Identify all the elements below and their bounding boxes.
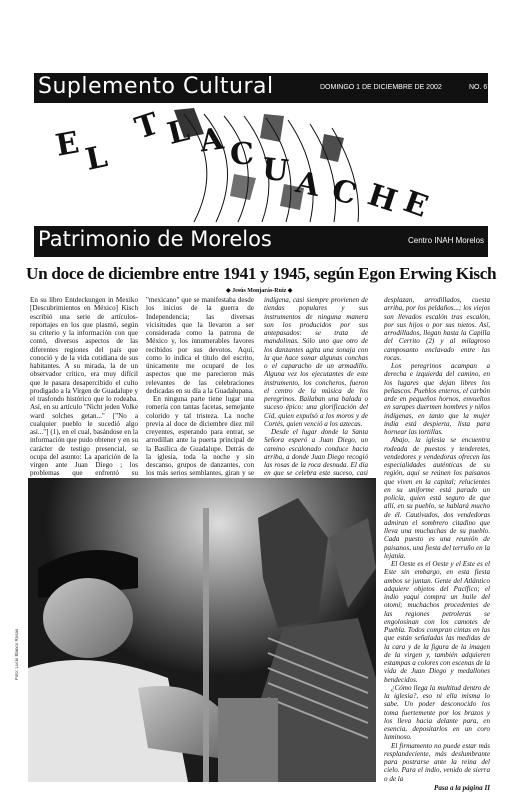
article-column-1 [30, 296, 138, 478]
issue-date: DOMINGO 1 DE DICIEMBRE DE 2002 [320, 84, 442, 91]
title-letter: C [229, 136, 255, 173]
paragraph: El firmamento no puede estar más resplandeciente, más deslumbrante para postrarse ante la reina del cielo. Para el indio, venido de sierra o de la [384, 741, 490, 783]
inah-center-label: Centro INAH Morelos [408, 236, 485, 245]
paragraph: ¿Cómo llega la multitud dentro de la iglesia?, eso ni ella misma lo sabe. Un poder desconocido los toma fuertemente por los brazos y los lleva hacia delante para, en esencia, depositarlos en un coro luminoso. [384, 683, 490, 742]
article-column-4 [384, 296, 490, 792]
article-headline: Un doce de diciembre entre 1941 y 1945, según Egon Erwing Kisch [26, 264, 497, 283]
article-column-2 [146, 296, 254, 478]
masthead-top-bar [34, 73, 492, 103]
paragraph: Abajo, la iglesia se encuentra rodeada de puestos y tenderetes, vendedores y vendedoras ofrecen las especialidades auténticas de su región, aquí se reúnen los paisanos que viven en la capital; relucientes en su uniforme está parado un policía, quien está seguro de que allí, en su pueblo, se hablará mucho de él. Cautivados, dos vendedoras admiran el sombrero citadino que lleva una muchachas de su pueblo. Cada puesto es una reunión de paisanos, una fiesta del terruño en la lejanía. [384, 436, 490, 560]
title-letter: T [130, 106, 164, 147]
title-letter: E [398, 184, 433, 225]
article-photo [28, 478, 376, 782]
title-letter: H [363, 177, 402, 220]
paragraph: Desde el lugar donde la Santa Señora esperó a Juan Diego, un camino escalonado conduce hacia arriba, a donde Juan Diego recogió las rosas de la roca desnuda. El día en que se celebra este suceso, casi [264, 428, 368, 478]
title-letter: U [260, 151, 290, 190]
article-column-3 [264, 296, 368, 478]
supplement-title: Suplemento Cultural [38, 74, 274, 99]
article-byline: ◆ Jesús Monjarás-Ruiz ◆ [226, 288, 293, 294]
title-letter: A [292, 164, 323, 205]
paragraph: En su libro Entdeckungen in Mexiko [Descubrimientos en México] Kisch escribió una serie de artículos-reportajes en los que plasmó, según su criterio y la información con que contó, diversos aspectos de las diferentes regiones del país que conoció y de la vida cotidiana de sus habitantes. A su mirada, la de un observador crítico, era muy difícil que le pasara desapercibido el culto prodigado a la Virgen de Guadalupe y el trasfondo histórico que lo rodeaba. Así, en su artículo "Nicht jeden Volke ward solches getan..." ["No a cualquier pueblo le sucedió algo así..."] (1), en el cual, basándose en la información que pudo obtener y en su carácter de testigo presencial, se ocupa del asunto: La aparición de la virgen ante Juan Diego ; los problemas que enfrentó su [30, 296, 138, 478]
issue-number: NO. 67 [469, 84, 492, 91]
title-letter: C [327, 172, 361, 213]
photo-credit: Foto: Lucio Blanco Rosas [14, 628, 19, 680]
paragraph: desplazan, arrodillados, cuesta arriba, por los peldaños...; los viejos son llevados escalón tras escalón, por sus hijos o por sus nietos. Así, arrodillados, llegan hasta la Capilla del Cerrito (2) y al milagroso camposanto enclavado entre las rocas. [384, 296, 490, 362]
heritage-title: Patrimonio de Morelos [38, 227, 272, 251]
continued-note: Pasa a la página II [434, 783, 490, 792]
masthead-title-art [34, 104, 488, 226]
paragraph: "mexicano" que se manifestaba desde los inicios de la guerra de Independencia; las diversas vicisitudes que la llevaron a ser considerada como la patrona de México y, los innumerables favores recibidos por sus devotos. Aquí, como lo indica el título del escrito, únicamente me ocuparé de los aspectos que me parecieron más relevantes de las celebraciones dedicadas en su día a la Guadalupana. [146, 296, 254, 395]
title-letter: E [53, 125, 82, 164]
paragraph: En ninguna parte tiene lugar una romería con tantas facetas, semejante colorido y tal tristeza. La noche previa al doce de diciembre diez mil creyentes, esperando para entrar, se arrodillan ante la puerta principal de la Basílica de Guadalupe. Detrás de la iglesia, toda la noche y sin descanso, grupos de danzantes, con los más serios semblantes, giran y se [146, 395, 254, 478]
photo-image-icon [28, 478, 376, 782]
paragraph: indígena, casi siempre provienen de tiendas populares y sus instrumentos de ninguna manera son los producidos por sus antepasados: se trata de mandolinas. Sólo uno que otro de los danzantes agita una sonaja con la que hace sonar algunas conchas o el caparacho de un armadillo. Alguna vez los ejecutantes de este instrumento, los concheros, fueron el centro de la música de los peregrinos. Bailaban una balada o suceso épico: una glorificación del Cid, quien expulsó a los moros y de Cortés, quien venció a los aztecas. [264, 296, 368, 428]
paragraph: Los peregrinos acampan a derecha e izquierda del camino, en los lugares que dejan libres los peñascos. Pueblos enteros, el carbón arde en pequeños hornos, envueltos en sarapes duermen hombres y niños indígenas, en tanto que la mujer india está despierta, lista para hornear las tortillas. [384, 362, 490, 436]
title-letter: A [197, 121, 226, 160]
masthead-bottom-bar [34, 226, 488, 257]
paragraph: El Oeste es el Oeste y el Este es el Este sin embargo, en esta fiesta ambos se juntan. Gente del Atlántico adquiere objetos del Pacífico; el indio yaqui compra un huile del otomí; muchachos procedentes de las regiones petroleras se engolosinan con los camotes de Puebla. Todos compran cintas en las que están señaladas las medidas de la cara y de la figura de la imagen de la virgen y, también adquieren estampas a colores con escenas de la vida de Juan Diego y medallones bendecidos. [384, 560, 490, 684]
title-letter: L [82, 139, 111, 178]
title-letter: L [163, 112, 193, 153]
